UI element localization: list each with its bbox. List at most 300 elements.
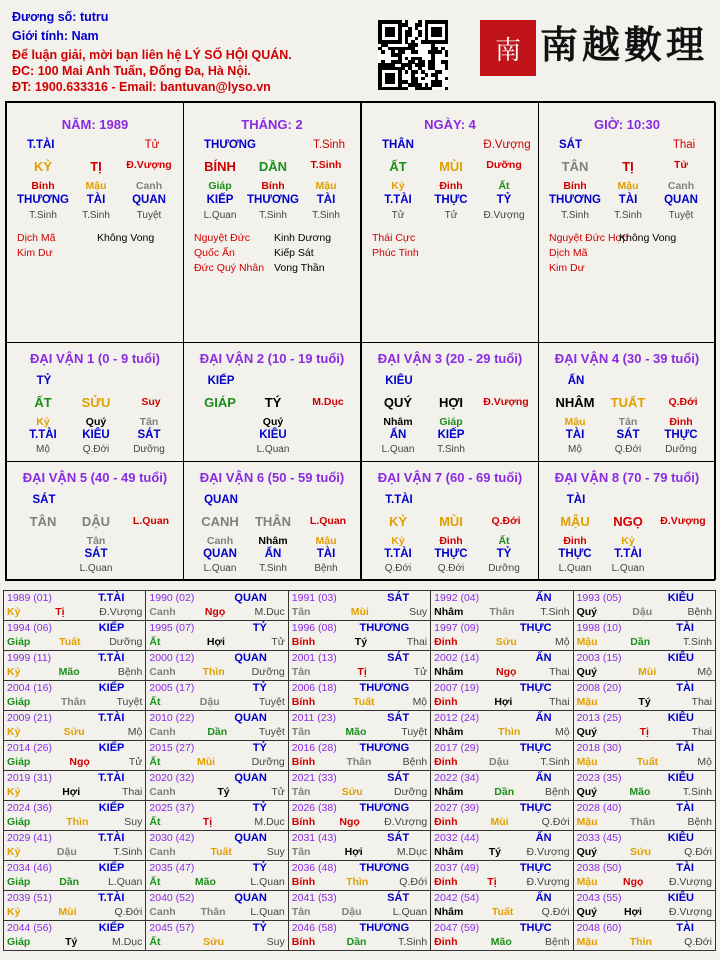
year-cell (431, 891, 573, 921)
hidden-phase: Q.Đới (437, 563, 465, 574)
table-row (4, 861, 716, 891)
year-cell (573, 921, 715, 951)
year-cell (146, 831, 288, 861)
hidden-stem: Bính (31, 180, 55, 192)
year-phase: T.Sinh (540, 756, 570, 768)
dai-van-cell (183, 461, 361, 580)
year-label: 2023 (35) (576, 772, 622, 784)
hidden-phase: T.Sinh (312, 210, 340, 221)
table-row (4, 681, 716, 711)
year-branch: Ngọ (204, 606, 226, 618)
year-phase: Bệnh (687, 816, 712, 828)
year-phase: Tuyệt (116, 696, 143, 708)
special-star: Kiếp Sát (274, 247, 314, 259)
year-label: 2019 (31) (7, 772, 52, 784)
heavenly-stem: KỶ (388, 514, 408, 529)
year-branch: Tý (65, 936, 78, 948)
special-star: Quốc Ấn (194, 247, 235, 259)
year-cell (146, 621, 288, 651)
year-branch: Sửu (341, 786, 363, 798)
year-branch: Ngọ (496, 666, 517, 678)
year-cell (431, 591, 573, 621)
year-label: 2030 (42) (149, 832, 195, 844)
year-label: 2033 (45) (576, 832, 622, 844)
earthly-branch: NGỌ (613, 514, 643, 529)
year-cell (146, 711, 288, 741)
year-stem: Ất (149, 936, 161, 948)
year-label: 2009 (21) (7, 712, 52, 724)
table-row (4, 621, 716, 651)
hidden-phase: Tuyệt (136, 210, 162, 221)
life-phase: Tử (673, 159, 689, 171)
dai-van-title: ĐẠI VẬN 2 (10 - 19 tuổi) (199, 351, 345, 366)
hidden-stem: Ất (498, 535, 510, 547)
dai-van-cell (6, 342, 184, 462)
year-label: 2024 (36) (7, 802, 52, 814)
year-stem: Tân (291, 906, 311, 918)
year-cell (431, 921, 573, 951)
year-star: ẤN (535, 592, 552, 604)
life-phase: L.Quan (132, 515, 170, 527)
dai-van-cell (361, 342, 539, 462)
year-phase: L.Quan (250, 906, 285, 918)
earthly-branch: SỬU (81, 395, 111, 410)
year-cell (573, 831, 715, 861)
pillar-title: NĂM: 1989 (61, 117, 129, 132)
year-stem: Kỷ (7, 666, 21, 678)
heavenly-stem: TÂN (29, 514, 57, 529)
year-star: QUAN (234, 712, 267, 724)
year-star: TÀI (676, 922, 694, 934)
hidden-star: T.TÀI (614, 548, 642, 560)
year-stem: Canh (149, 846, 176, 858)
hidden-star: TÀI (86, 194, 106, 206)
year-cell (288, 651, 430, 681)
hidden-phase: L.Quan (203, 563, 237, 574)
year-branch: Dần (346, 936, 367, 948)
year-label: 2029 (41) (7, 832, 52, 844)
pillar-star-status: T.Sinh (313, 139, 345, 151)
year-star: THỰC (519, 802, 552, 814)
pillar-cell (538, 102, 716, 343)
year-star: QUAN (234, 772, 267, 784)
life-phase: Đ.Vượng (483, 396, 529, 408)
year-star: TỶ (252, 862, 267, 874)
special-star: Không Vong (97, 232, 155, 244)
year-stem: Ất (149, 876, 161, 888)
hidden-star: THƯƠNG (247, 194, 299, 206)
special-star: Nguyệt Đức (194, 232, 251, 244)
year-phase: Q.Đới (399, 876, 428, 888)
year-branch: Ngọ (339, 816, 360, 828)
year-star: TÀI (676, 862, 694, 874)
year-phase: Tử (271, 636, 285, 648)
year-star: SÁT (387, 772, 410, 784)
year-stem: Bính (291, 936, 316, 948)
hidden-phase: Tử (444, 210, 458, 221)
year-stem: Ất (149, 816, 161, 828)
year-phase: Bệnh (402, 756, 428, 768)
year-star: TÀI (676, 742, 694, 754)
year-cell (288, 801, 430, 831)
hidden-star: QUAN (203, 548, 237, 560)
year-phase: Bệnh (687, 606, 712, 618)
year-cell (4, 741, 146, 771)
hidden-stem: Bính (563, 180, 587, 192)
year-label: 2041 (53) (291, 892, 337, 904)
year-phase: Q.Đới (684, 846, 712, 858)
dai-van-star: TỶ (36, 375, 52, 387)
year-branch: Thìn (346, 876, 369, 888)
dai-van-star: TÀI (566, 494, 586, 506)
year-branch: Hợi (623, 906, 642, 918)
phone-email-line: ĐT: 1900.633316 - Email: bantuvan@lyso.vn (12, 80, 271, 94)
year-stem: Ất (149, 696, 161, 708)
year-star: SÁT (387, 592, 410, 604)
year-star: TÀI (676, 682, 694, 694)
year-label: 2032 (44) (434, 832, 480, 844)
year-branch: Mão (58, 666, 80, 678)
year-branch: Tị (55, 606, 65, 618)
year-cell (288, 861, 430, 891)
year-star: KIẾP (98, 622, 125, 634)
dai-van-cell (6, 461, 184, 580)
year-phase: M.Dục (254, 816, 285, 828)
year-label: 2047 (59) (434, 922, 480, 934)
year-stem: Bính (291, 876, 316, 888)
dai-van-star: QUAN (204, 494, 238, 506)
hidden-phase: Dưỡng (133, 444, 165, 455)
year-stem: Kỷ (7, 786, 21, 798)
year-branch: Dậu (199, 696, 220, 708)
year-branch: Tuất (636, 756, 659, 768)
year-branch: Mão (345, 726, 367, 738)
year-cell (573, 801, 715, 831)
year-cell (573, 741, 715, 771)
hidden-phase: Q.Đới (82, 444, 110, 455)
year-cell (146, 591, 288, 621)
year-cell (573, 681, 715, 711)
qr-code-icon (378, 20, 448, 90)
year-stem: Canh (149, 666, 176, 678)
hidden-star: T.TÀI (384, 548, 412, 560)
year-branch: Dần (494, 786, 515, 798)
year-stem: Mậu (576, 876, 598, 888)
year-cell (288, 771, 430, 801)
dai-van-cell (538, 461, 716, 580)
year-phase: Thai (691, 696, 712, 708)
year-phase: Đ.Vượng (668, 876, 712, 888)
year-branch: Mùi (638, 666, 657, 678)
year-stem: Quý (576, 846, 597, 858)
year-label: 2002 (14) (434, 652, 480, 664)
year-label: 2017 (29) (434, 742, 480, 754)
year-branch: Dậu (489, 756, 509, 768)
year-stem: Quý (576, 726, 597, 738)
heavenly-stem: TÂN (561, 159, 589, 174)
year-branch: Sửu (630, 846, 652, 858)
hidden-phase: Q.Đới (384, 563, 412, 574)
heavenly-stem: GIÁP (204, 395, 236, 410)
year-phase: Mộ (554, 636, 570, 648)
pillar-star-status: Thai (672, 139, 696, 151)
hidden-star: SÁT (84, 548, 108, 560)
year-branch: Thìn (66, 816, 89, 828)
year-stem: Nhâm (434, 846, 464, 858)
year-label: 1994 (06) (7, 622, 52, 634)
year-label: 2040 (52) (149, 892, 195, 904)
year-phase: T.Sinh (113, 846, 143, 858)
year-phase: Suy (266, 936, 285, 948)
heavenly-stem: MẬU (560, 514, 590, 529)
hidden-stem: Giáp (439, 416, 463, 428)
year-label: 2037 (49) (434, 862, 480, 874)
year-branch: Sửu (495, 636, 517, 648)
hidden-stem: Tân (139, 416, 159, 428)
year-star: KIÊU (667, 712, 694, 724)
year-star: ẤN (535, 772, 552, 784)
special-star: Dịch Mã (549, 247, 588, 259)
year-label: 2044 (56) (7, 922, 52, 934)
year-label: 2045 (57) (149, 922, 195, 934)
earthly-branch: TUẤT (610, 395, 646, 410)
year-star: TỶ (252, 742, 267, 754)
year-cell (4, 831, 146, 861)
year-stem: Quý (576, 606, 597, 618)
hidden-star: SÁT (616, 429, 640, 441)
earthly-branch: THÂN (254, 514, 292, 529)
year-star: QUAN (234, 892, 267, 904)
year-stem: Tân (291, 846, 311, 858)
year-stem: Kỷ (7, 726, 21, 738)
hidden-stem: Kỷ (391, 180, 405, 192)
hidden-phase: L.Quan (381, 444, 415, 455)
year-phase: T.Sinh (682, 636, 712, 648)
heavenly-stem: KỶ (33, 159, 53, 174)
hidden-stem: Tân (86, 535, 106, 547)
year-label: 1996 (08) (291, 622, 337, 634)
table-row (4, 831, 716, 861)
special-star: Phúc Tinh (372, 247, 419, 259)
heavenly-stem: CANH (201, 514, 239, 529)
hidden-stem: Nhâm (258, 535, 288, 547)
year-star: KIẾP (98, 802, 125, 814)
year-phase: L.Quan (250, 876, 285, 888)
earthly-branch: DẦN (258, 159, 288, 174)
year-label: 2001 (13) (291, 652, 337, 664)
year-branch: Tuất (210, 846, 232, 858)
year-cell (146, 651, 288, 681)
year-branch: Dần (630, 636, 651, 648)
hidden-star: T.TÀI (384, 194, 412, 206)
year-star: T.TÀI (98, 652, 125, 664)
year-stem: Mậu (576, 636, 598, 648)
year-branch: Thìn (202, 666, 225, 678)
year-cell (288, 711, 430, 741)
life-phase: Suy (141, 396, 161, 408)
year-stem: Bính (291, 756, 316, 768)
special-star: Kinh Dương (274, 232, 332, 244)
year-label: 1992 (04) (434, 592, 480, 604)
hidden-star: TÀI (618, 194, 638, 206)
year-label: 2013 (25) (576, 712, 622, 724)
pillar-star: THƯƠNG (204, 139, 256, 151)
hidden-star: QUAN (132, 194, 166, 206)
year-label: 2027 (39) (434, 802, 480, 814)
year-phase: Q.Đới (541, 906, 570, 918)
year-star: T.TÀI (98, 592, 125, 604)
year-star: KIÊU (667, 832, 694, 844)
year-star: THƯƠNG (359, 682, 410, 694)
hidden-stem: Bính (261, 180, 285, 192)
year-branch: Thân (346, 756, 372, 768)
hidden-phase: Dưỡng (665, 444, 697, 455)
life-phase: Dưỡng (486, 159, 522, 171)
year-stem: Kỷ (7, 846, 21, 858)
year-branch: Ngọ (623, 876, 644, 888)
year-phase: Đ.Vượng (526, 846, 570, 858)
pillar-cell (361, 102, 539, 343)
life-phase: Q.Đới (491, 515, 521, 527)
year-stem: Ất (149, 756, 161, 768)
year-phase: L.Quan (107, 876, 143, 888)
owner-label: Đương số: (12, 10, 80, 24)
hidden-phase: L.Quan (203, 210, 237, 221)
year-label: 2028 (40) (576, 802, 622, 814)
year-stem: Quý (576, 786, 597, 798)
year-star: QUAN (234, 832, 267, 844)
year-phase: T.Sinh (540, 606, 570, 618)
red-seal-logo: 南 (480, 20, 536, 76)
year-branch: Hợi (494, 696, 513, 708)
year-stem: Đinh (434, 756, 458, 768)
year-label: 1999 (11) (7, 652, 52, 664)
year-phase: Đ.Vượng (384, 816, 428, 828)
hidden-stem: Quý (262, 416, 284, 428)
year-phase: Dưỡng (393, 786, 428, 798)
earthly-branch: TỊ (90, 159, 102, 174)
year-star: QUAN (234, 652, 267, 664)
hidden-stem: Mậu (315, 535, 337, 547)
year-label: 2020 (32) (149, 772, 195, 784)
year-phase: Đ.Vượng (668, 906, 712, 918)
hidden-stem: Quý (85, 416, 107, 428)
year-label: 2005 (17) (149, 682, 195, 694)
year-star: KIẾP (98, 742, 125, 754)
year-branch: Thân (200, 906, 226, 918)
hidden-stem: Giáp (208, 180, 232, 192)
year-cell (431, 801, 573, 831)
table-row (4, 741, 716, 771)
year-star: ẤN (535, 712, 552, 724)
year-star: KIÊU (667, 772, 694, 784)
year-stem: Giáp (7, 936, 31, 948)
year-branch: Tý (488, 846, 502, 858)
year-phase: Q.Đới (684, 936, 712, 948)
year-phase: Q.Đới (541, 816, 570, 828)
year-branch: Hợi (344, 846, 363, 858)
pillar-star: THÂN (382, 139, 414, 151)
year-cell (146, 891, 288, 921)
dai-van-star: ẤN (567, 375, 585, 387)
year-star: THƯƠNG (359, 742, 410, 754)
year-stem: Bính (291, 636, 316, 648)
year-stem: Đinh (434, 936, 458, 948)
year-branch: Mùi (58, 906, 77, 918)
gender-line (12, 29, 99, 43)
year-branch: Mão (194, 876, 216, 888)
year-star: THƯƠNG (359, 802, 410, 814)
life-phase: Đ.Vượng (660, 515, 706, 527)
year-cell (146, 921, 288, 951)
year-star: TÀI (676, 802, 694, 814)
year-stem: Kỷ (7, 906, 21, 918)
hidden-stem: Canh (206, 535, 234, 547)
hidden-stem: Mậu (617, 180, 639, 192)
year-star: THỰC (519, 622, 552, 634)
year-branch: Dậu (341, 906, 362, 918)
year-stem: Mậu (576, 816, 598, 828)
dai-van-title: ĐẠI VẬN 7 (60 - 69 tuổi) (377, 470, 523, 485)
hidden-stem: Mậu (315, 180, 337, 192)
gender-label: Giới tính: (12, 29, 72, 43)
table-row (4, 891, 716, 921)
special-star: Nguyệt Đức Hợp (549, 232, 629, 244)
life-phase: L.Quan (309, 515, 347, 527)
year-cell (573, 591, 715, 621)
special-star: Dịch Mã (17, 232, 56, 244)
hidden-phase: Mộ (36, 444, 50, 455)
year-cell (4, 711, 146, 741)
year-label: 2012 (24) (434, 712, 480, 724)
hidden-stem: Đinh (439, 180, 463, 192)
year-label: 2034 (46) (7, 862, 52, 874)
year-star: ẤN (535, 892, 552, 904)
year-branch: Ngọ (69, 756, 90, 768)
year-branch: Thìn (498, 726, 521, 738)
hidden-stem: Đinh (439, 535, 463, 547)
hidden-phase: Q.Đới (614, 444, 642, 455)
year-branch: Tuất (353, 696, 375, 708)
year-star: QUAN (234, 592, 267, 604)
year-label: 1998 (10) (576, 622, 622, 634)
year-label: 1989 (01) (7, 592, 52, 604)
year-star: T.TÀI (98, 772, 125, 784)
hidden-stem: Đinh (669, 416, 693, 428)
year-label: 1991 (03) (291, 592, 337, 604)
year-label: 2014 (26) (7, 742, 52, 754)
gender-value: Nam (71, 29, 99, 43)
year-branch: Sửu (63, 726, 85, 738)
year-branch: Tuất (491, 906, 514, 918)
earthly-branch: HỢI (438, 395, 464, 410)
year-cell (146, 741, 288, 771)
table-row (4, 591, 716, 621)
year-label: 2000 (12) (149, 652, 195, 664)
owner-line (12, 10, 108, 24)
year-branch: Mão (490, 936, 512, 948)
hidden-phase: L.Quan (256, 444, 290, 455)
year-label: 2043 (55) (576, 892, 622, 904)
dai-van-title: ĐẠI VẬN 3 (20 - 29 tuổi) (377, 351, 523, 366)
year-cell (4, 651, 146, 681)
year-star: THƯƠNG (359, 922, 410, 934)
year-cell (4, 681, 146, 711)
year-branch: Tý (354, 636, 368, 648)
year-branch: Tuất (59, 636, 81, 648)
year-stem: Tân (291, 786, 311, 798)
year-branch: Sửu (203, 936, 225, 948)
